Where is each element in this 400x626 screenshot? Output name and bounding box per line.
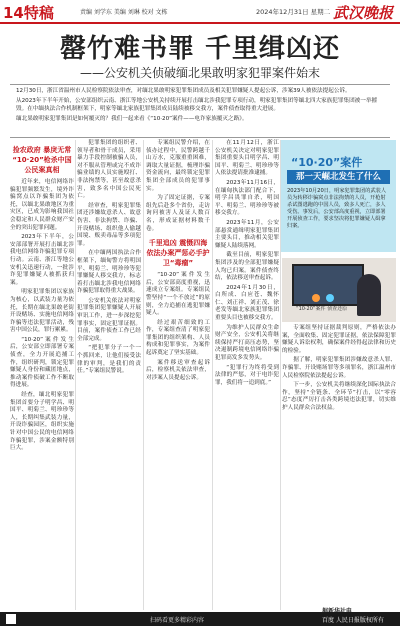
illustration	[282, 258, 396, 322]
lead-paragraph: 缅北果敢明家犯罪集团是如何覆灭的？我们一起来看《“10·20”案件——电诈家族覆灭之路》。	[16, 116, 248, 122]
article-paragraph: 为维护人民群众生命财产安全，公安机关将继续保持严打高压态势，坚决遏制跨境电信网络诈骗犯罪高发多发势头。	[215, 324, 279, 362]
subheadline: ——公安机关侦破缅北果敢明家犯罪案件始末	[79, 66, 320, 80]
footer-right-text: 百度 人民日报版权所有	[322, 617, 384, 624]
feature-box	[281, 140, 396, 252]
dot-icon	[326, 294, 334, 302]
article-paragraph: 专案组民警介绍，在侦办过程中，民警跨越千山万水，克服重重困难，调取大量证据，梳理诈骗资金流向，最终锁定犯罪集团全部成员的犯罪事实。	[146, 140, 210, 192]
illustration-caption: “10·20”案件 侦查还原	[296, 306, 348, 312]
article-paragraph: 2023年11月16日，在缅甸执法部门配合下，明学昌畏罪自杀，明国平、明菊兰、明珍珍等被移交我方。	[215, 179, 279, 217]
person-silhouette-icon	[357, 274, 381, 316]
feature-title: “10·20”案件	[291, 156, 363, 169]
article-paragraph: “犯罪行为终将受到法律的严惩，对于电诈犯罪，我们将一追到底。”	[215, 364, 279, 386]
dot-icon	[312, 294, 320, 302]
article-paragraph: 下一步，公安机关将继续深化国际执法合作，坚持“全链条、全环节”打击，以“零容忍”态度严厉打击各类跨境违法犯罪，切实维护人民群众合法权益。	[282, 382, 396, 411]
article-paragraph: 为了固定证据，专案组先后赴多个省份，走访询问被害人及证人数百名，形成证据材料数千卷。	[146, 195, 210, 232]
qr-code-icon[interactable]	[6, 614, 16, 624]
article-paragraph: 2023年11月，公安部悬赏通缉明家犯罪集团主要头目，推动相关犯罪嫌疑人陆续落网。	[215, 219, 279, 249]
editor-credits: 责编 刘学东 美编 刘琳 校对 文栋	[80, 9, 168, 16]
issue-date: 2024年12月31日 星期二	[256, 8, 331, 16]
article-paragraph: 专案组坚持证据裁判原则，严格依法办案，全面收集、固定犯罪证据，依法保障犯罪嫌疑人诉讼权利，确保案件经得起法律和历史的检验。	[282, 325, 396, 354]
masthead	[0, 0, 400, 24]
feature-subtitle: 那一天崛北发生了什么	[287, 170, 390, 184]
column-divider	[143, 140, 144, 610]
article-column-4	[215, 140, 279, 610]
footer-text: 扫码看更多精彩内容	[150, 617, 205, 624]
monitor-screen-icon	[292, 264, 364, 306]
lead-box	[10, 84, 390, 138]
column-divider	[212, 140, 213, 610]
article-paragraph: 经过艰苦细致的工作，专案组查清了明家犯罪集团的组织架构、人员构成和犯罪事实，为案件起诉奠定了坚实基础。	[146, 319, 210, 357]
lead-paragraph: 12月30日，浙江省温州市人民检察院依法审查，对缅北果敢明家犯罪集团成员及相关犯罪嫌疑人提起公诉，涉案39人被依法提起公诉。	[16, 88, 351, 94]
article-paragraph: 经审查，明家犯罪集团还涉嫌故意杀人、故意伤害、非法拘禁、诈骗、开设赌场、组织他人偷越国境、贩卖毒品等多项犯罪。	[77, 202, 141, 247]
article-paragraph: 2023年下半年，公安部部署开展打击缅北涉我电信网络诈骗犯罪专项行动。云南、浙江等地公安机关迅速行动，一批涉诈犯罪嫌疑人被抓获归案。	[10, 234, 74, 286]
article-paragraph: 公安机关依法对明家犯罪集团犯罪嫌疑人开展审讯工作，进一步深挖犯罪事实，固定犯罪证据。目前，案件侦查工作已经全部完成。	[77, 297, 141, 342]
article-paragraph: 2024年1月30日，白所成、白应苍、魏怀仁、刘正祥、刘正茂、徐老发等缅北家族犯罪集团重要头目也被移交我方。	[215, 284, 279, 322]
headline: 罄竹难书罪 千里缉凶还	[59, 34, 341, 64]
article-paragraph: 案件移送审查起诉后，检察机关依法审查，对涉案人员提起公诉。	[146, 359, 210, 381]
article-paragraph: 在11月12日，浙江公安机关决定对明家犯罪集团重要头目明学昌、明国平、明菊兰、明珍珍等人依法提请批准逮捕。	[215, 140, 279, 177]
column-divider	[75, 140, 76, 610]
section-heading: 千里追凶 震慑四海 依法办案严惩必手护卫“毒瘤”	[146, 239, 210, 268]
section-number: 14特稿	[3, 4, 54, 22]
article-paragraph: 经查，缅北明家犯罪集团首要分子明学昌、明国平、明菊兰、明珍珍等人，长期纠集武装力量，开设诈骗园区，组织实施针对中国公民的电信网络诈骗犯罪，涉案金额特别巨大。	[10, 392, 74, 452]
footer-bar	[0, 612, 400, 626]
article-paragraph: 截至目前，明家犯罪集团涉及的全部犯罪嫌疑人均已归案。案件侦查终结，依法移送审查起诉。	[215, 252, 279, 282]
article-column-2	[77, 140, 141, 610]
article-paragraph: “把犯罪分子一个一个抓回来，让他们接受法律的审判，是我们的责任。”专案组民警说。	[77, 345, 141, 375]
article-paragraph: 在中缅两国执法合作框架下，缅甸警方将明国平、明菊兰、明珍珍等犯罪嫌疑人移交我方，标志着打击缅北涉我电信网络诈骗犯罪取得重大战果。	[77, 250, 141, 295]
article-paragraph: 近年来，电信网络诈骗犯罪频繁发生，境外诈骗窝点以诈骗集团为依托，以缅北果敢地区为重灾区，已成为影响我国社会稳定和人民群众财产安全的突出犯罪问题。	[10, 179, 74, 231]
article-column-3	[146, 140, 210, 610]
feature-body: 2023年10月20日，明家犯罪集团的武装人员为转移诈骗窝点非法拘禁的人员，开枪射杀试图逃跑的中国人员，致多人死亡，多人受伤。事发后，公安部高度重视，立即部署开展侦查工作，要求坚决将犯罪嫌疑人缉拿归案。	[287, 188, 387, 229]
lead-paragraph: 从2023年下半年开始，公安部组织云南、浙江等地公安机关持续开展打击缅北涉我犯罪专项行动，明家犯罪集团等缅北四大家族犯罪集团被一举摧毁。在中缅执法合作机制框架下，明家等缅北家族犯罪集团成员陆续被移交我方，案件侦查取得重大进展。	[16, 98, 378, 112]
article-paragraph: “10·20”案件发生后，公安部立即部署专案侦查，全力开展追捕工作，组织研判，锁定犯罪嫌疑人身份和藏匿地点，推动案件侦破工作不断取得进展。	[10, 336, 74, 389]
article-paragraph: 明家犯罪集团以家族为核心，以武装力量为依托，长期在缅北果敢老街开设赌场、实施电信网络诈骗等违法犯罪活动，残害中国公民，罪行累累。	[10, 289, 74, 334]
article-paragraph: “10·20”案件发生后，公安部高度重视，迅速成立专案组。专案组民警坚持“一个不放过”的原则，全力追捕在逃犯罪嫌疑人。	[146, 272, 210, 317]
article-column-5	[282, 325, 396, 609]
article-paragraph: 犯罪集团的组织者、领导者和骨干成员，采用暴力手段控制被骗人员，对不服从管理或完不成诈骗业绩的人员实施殴打、非法拘禁等，甚至故意杀害，致多名中国公民死亡。	[77, 140, 141, 200]
article-column-1	[10, 140, 74, 610]
section-heading: 捡农政府 暴戾无常 “10·20”枪杀中国公民案真相	[12, 146, 72, 174]
newspaper-logo: 武汉晚报	[333, 4, 394, 22]
article-paragraph: 据了解，明家犯罪集团涉嫌故意杀人罪、诈骗罪、开设赌场罪等多项罪名，浙江温州市人民检察院依法提起公诉。	[282, 357, 396, 379]
